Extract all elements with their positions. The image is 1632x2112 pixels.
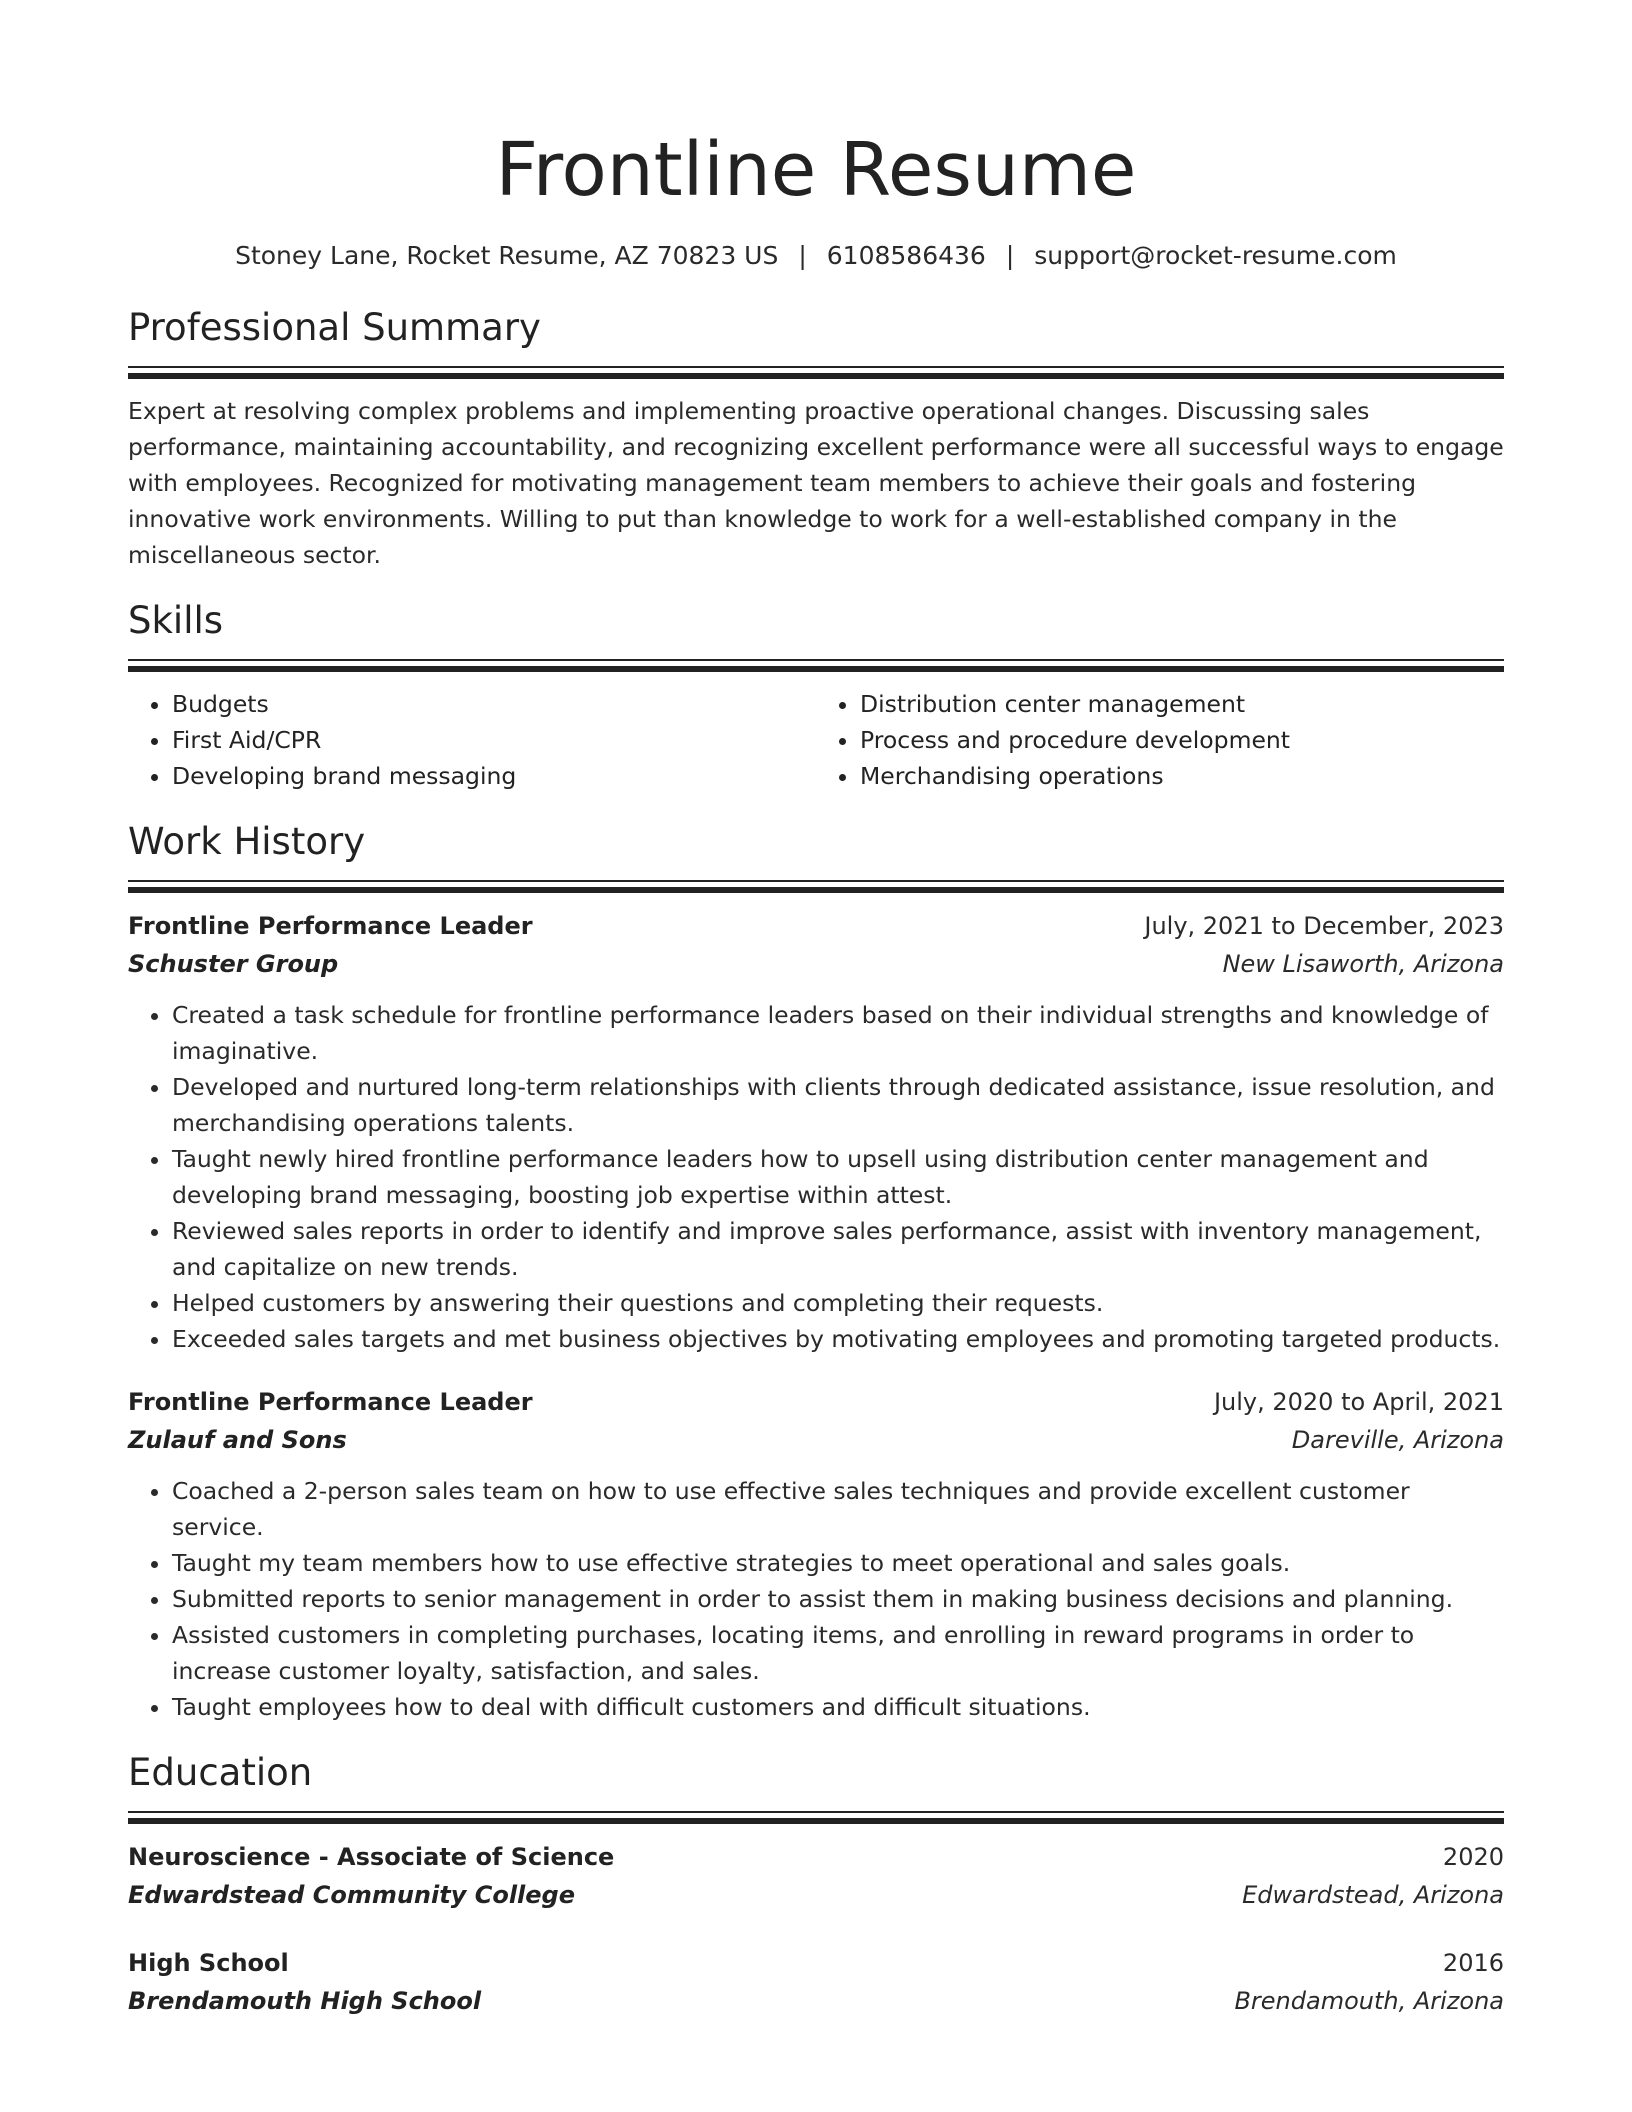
job-bullet: • Exceeded sales targets and met business objectives by motivating employees and promoting targeted products. bbox=[172, 1321, 1504, 1357]
job-bullets bbox=[128, 997, 1504, 1357]
skills-left-column bbox=[128, 686, 816, 794]
skill-item: • Distribution center management bbox=[860, 686, 1504, 722]
education-section bbox=[128, 1747, 1504, 2020]
job-dates: July, 2020 to April, 2021 bbox=[1213, 1388, 1504, 1416]
section-divider bbox=[128, 1811, 1504, 1824]
job-bullet: • Taught my team members how to use effective strategies to meet operational and sales goals. bbox=[172, 1545, 1504, 1581]
contact-line bbox=[128, 238, 1504, 274]
job-title: Frontline Performance Leader bbox=[128, 912, 533, 940]
education-location: Edwardstead, Arizona bbox=[1242, 1881, 1504, 1909]
skills-columns bbox=[128, 686, 1504, 794]
skill-item: • Merchandising operations bbox=[860, 758, 1504, 794]
summary-heading: Professional Summary bbox=[128, 306, 541, 349]
job-bullet: • Submitted reports to senior management in order to assist them in making business decisions and planning. bbox=[172, 1581, 1504, 1617]
section-divider bbox=[128, 659, 1504, 672]
contact-separator: | bbox=[1005, 241, 1015, 270]
job-bullet: • Reviewed sales reports in order to identify and improve sales performance, assist with inventory management, and capitalize on new trends. bbox=[172, 1213, 1504, 1285]
skills-section bbox=[128, 595, 1504, 794]
job-bullet: • Taught employees how to deal with difficult customers and difficult situations. bbox=[172, 1689, 1504, 1725]
contact-phone: 6108586436 bbox=[826, 241, 986, 270]
education-location: Brendamouth, Arizona bbox=[1234, 1987, 1504, 2015]
job-location: Dareville, Arizona bbox=[1291, 1426, 1504, 1454]
job-bullet: • Created a task schedule for frontline performance leaders based on their individual strengths and knowledge of imaginative. bbox=[172, 997, 1504, 1069]
job-company: Zulauf and Sons bbox=[128, 1426, 347, 1454]
education-entry bbox=[128, 1838, 1504, 1914]
contact-address: Stoney Lane, Rocket Resume, AZ 70823 US bbox=[235, 241, 779, 270]
education-year: 2020 bbox=[1442, 1843, 1504, 1871]
work-section bbox=[128, 816, 1504, 1725]
education-school: Edwardstead Community College bbox=[128, 1881, 575, 1909]
job-entry bbox=[128, 907, 1504, 1357]
education-year: 2016 bbox=[1442, 1949, 1504, 1977]
contact-separator: | bbox=[798, 241, 807, 270]
section-divider bbox=[128, 880, 1504, 893]
skill-item: • Budgets bbox=[172, 686, 816, 722]
job-bullet: • Developed and nurtured long-term relationships with clients through dedicated assistance, issue resolution, and merchandising operations talents. bbox=[172, 1069, 1504, 1141]
skills-heading: Skills bbox=[128, 599, 224, 642]
skill-item: • First Aid/CPR bbox=[172, 722, 816, 758]
job-location: New Lisaworth, Arizona bbox=[1222, 950, 1504, 978]
job-dates: July, 2021 to December, 2023 bbox=[1144, 912, 1504, 940]
job-bullet: • Assisted customers in completing purchases, locating items, and enrolling in reward programs in order to increase customer loyalty, satisfaction, and sales. bbox=[172, 1617, 1504, 1689]
job-entry bbox=[128, 1383, 1504, 1725]
education-degree: High School bbox=[128, 1949, 289, 1977]
skill-item: • Process and procedure development bbox=[860, 722, 1504, 758]
work-heading: Work History bbox=[128, 820, 366, 863]
education-school: Brendamouth High School bbox=[128, 1987, 482, 2015]
summary-text: Expert at resolving complex problems and implementing proactive operational changes. Discussing sales performance, maintaining accountability, and recognizing excellent performance were all successful ways to engage with employees. Recognized for motivating management team members to achieve their goals and fostering innovative work environments. Willing to put than knowledge to work for a well-established company in the miscellaneous sector. bbox=[128, 397, 1504, 569]
skill-item: • Developing brand messaging bbox=[172, 758, 816, 794]
section-divider bbox=[128, 366, 1504, 379]
job-company: Schuster Group bbox=[128, 950, 339, 978]
job-title: Frontline Performance Leader bbox=[128, 1388, 533, 1416]
education-degree: Neuroscience - Associate of Science bbox=[128, 1843, 615, 1871]
resume-page bbox=[128, 0, 1504, 2020]
education-entry bbox=[128, 1944, 1504, 2020]
education-heading: Education bbox=[128, 1751, 313, 1794]
job-bullet: • Helped customers by answering their questions and completing their requests. bbox=[172, 1285, 1504, 1321]
resume-name: Frontline Resume bbox=[495, 127, 1137, 213]
skills-right-column bbox=[816, 686, 1504, 794]
job-bullets bbox=[128, 1473, 1504, 1725]
job-bullet: • Coached a 2-person sales team on how to use effective sales techniques and provide excellent customer service. bbox=[172, 1473, 1504, 1545]
contact-email: support@rocket-resume.com bbox=[1034, 241, 1397, 270]
summary-section bbox=[128, 302, 1504, 573]
job-bullet: • Taught newly hired frontline performance leaders how to upsell using distribution center management and developing brand messaging, boosting job expertise within attest. bbox=[172, 1141, 1504, 1213]
